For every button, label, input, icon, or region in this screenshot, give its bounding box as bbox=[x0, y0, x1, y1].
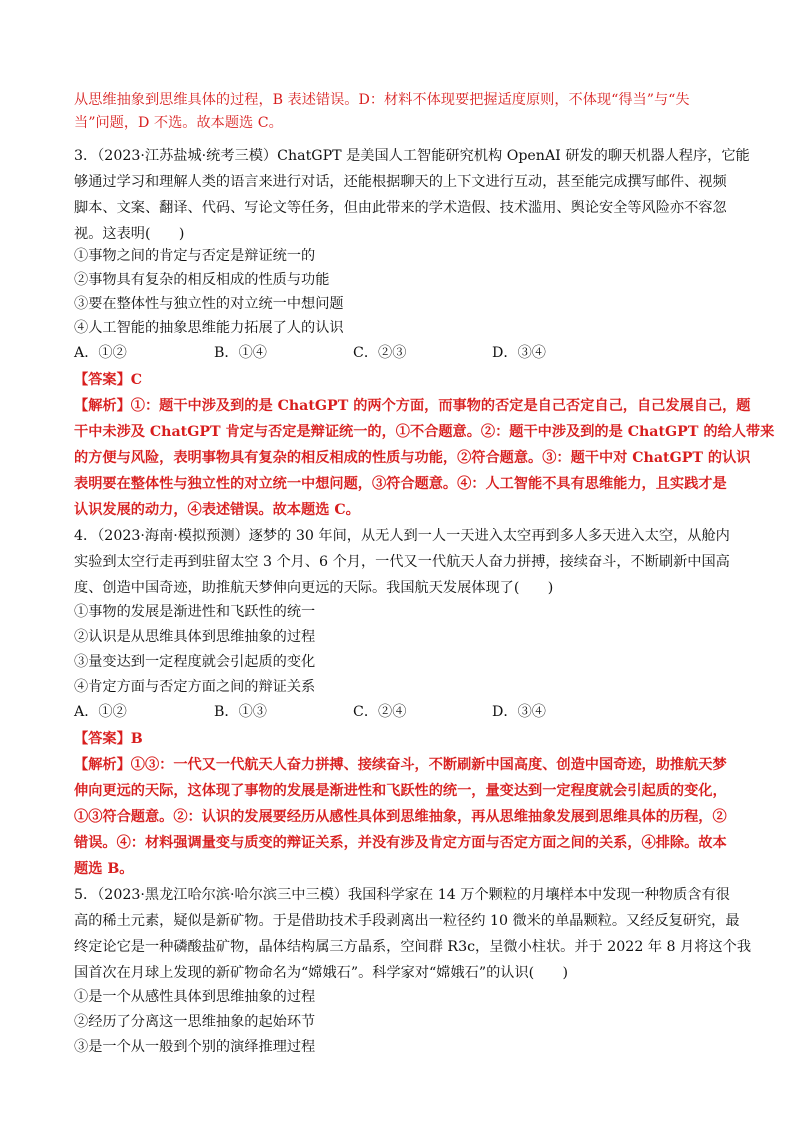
q4-option-b: B．①③ bbox=[214, 704, 267, 720]
q3-option-b: B．①④ bbox=[214, 345, 267, 361]
q3-stem-line: 够通过学习和理解人类的语言来进行对话，还能根据聊天的上下文进行互动，甚至能完成撰写邮件、视频 bbox=[74, 174, 727, 190]
q4-option-d: D．③④ bbox=[492, 704, 546, 720]
q4-item: ④肯定方面与否定方面之间的辩证关系 bbox=[74, 679, 316, 695]
q3-analysis-line: 【解析】①：题干中涉及到的是 ChatGPT 的两个方面，而事物的否定是自己否定自己，自己发展自己，题 bbox=[74, 398, 751, 414]
q3-analysis-line: 干中未涉及 ChatGPT 肯定与否定是辩证统一的，①不合题意。②：题干中涉及到的是 ChatGPT 的给人带来 bbox=[74, 424, 775, 440]
q5-item: ②经历了分离这一思维抽象的起始环节 bbox=[74, 1014, 316, 1030]
q3-item: ①事物之间的肯定与否定是辩证统一的 bbox=[74, 248, 316, 264]
intro-line: 当”问题，D 不选。故本题选 C。 bbox=[74, 115, 283, 131]
q3-option-c: C．②③ bbox=[353, 345, 407, 361]
q4-option-c: C．②④ bbox=[353, 704, 407, 720]
q4-analysis-line: ①③符合题意。②：认识的发展要经历从感性具体到思维抽象，再从思维抽象发展到思维具体的历程，② bbox=[74, 809, 727, 825]
q3-stem-line: 3．（2023·江苏盐城·统考三模）ChatGPT 是美国人工智能研究机构 OpenAI 研发的聊天机器人程序，它能 bbox=[74, 148, 750, 164]
q3-item: ②事物具有复杂的相反相成的性质与功能 bbox=[74, 272, 330, 288]
q4-stem-line: 度、创造中国奇迹，助推航天梦伸向更远的天际。我国航天发展体现了( ) bbox=[74, 580, 554, 596]
q3-item: ③要在整体性与独立性的对立统一中想问题 bbox=[74, 296, 344, 312]
q4-item: ②认识是从思维具体到思维抽象的过程 bbox=[74, 629, 316, 645]
q3-analysis-line: 认识发展的动力，④表述错误。故本题选 C。 bbox=[74, 502, 360, 518]
q4-stem-line: 4．（2023·海南·模拟预测）逐梦的 30 年间，从无人到一人一天进入太空再到多人多天进入太空，从舱内 bbox=[74, 528, 730, 544]
q3-stem-line: 视。这表明( ) bbox=[74, 226, 185, 242]
intro-line: 从思维抽象到思维具体的过程，B 表述错误。D：材料不体现要把握适度原则，不体现“得当”与“失 bbox=[74, 92, 690, 108]
q4-analysis-line: 【解析】①③：一代又一代航天人奋力拼搏、接续奋斗，不断刷新中国高度、创造中国奇迹，助推航天梦 bbox=[74, 757, 727, 773]
q3-analysis-line: 表明要在整体性与独立性的对立统一中想问题，③符合题意。④：人工智能不具有思维能力，且实践才是 bbox=[74, 476, 727, 492]
q3-item: ④人工智能的抽象思维能力拓展了人的认识 bbox=[74, 320, 344, 336]
q5-stem-line: 高的稀土元素，疑似是新矿物。于是借助技术手段剥离出一粒径约 10 微米的单晶颗粒。又经反复研究，最 bbox=[74, 913, 740, 929]
q5-item: ③是一个从一般到个别的演绎推理过程 bbox=[74, 1039, 316, 1055]
q4-option-a: A．①② bbox=[74, 704, 127, 720]
q5-stem-line: 国首次在月球上发现的新矿物命名为“嫦娥石”。科学家对“嫦娥石”的认识( ) bbox=[74, 965, 569, 981]
q4-analysis-line: 错误。④：材料强调量变与质变的辩证关系，并没有涉及肯定方面与否定方面之间的关系，④排除。故本 bbox=[74, 835, 727, 851]
q4-stem-line: 实验到太空行走再到驻留太空 3 个月、6 个月，一代又一代航天人奋力拼搏，接续奋斗，不断刷新中国高 bbox=[74, 554, 730, 570]
q3-option-d: D．③④ bbox=[492, 345, 546, 361]
q4-answer: 【答案】B bbox=[74, 731, 143, 747]
q5-stem-line: 5．（2023·黑龙江哈尔滨·哈尔滨三中三模）我国科学家在 14 万个颗粒的月壤样本中发现一种物质含有很 bbox=[74, 887, 730, 903]
q4-item: ③量变达到一定程度就会引起质的变化 bbox=[74, 654, 316, 670]
q5-stem-line: 终定论它是一种磷酸盐矿物，晶体结构属三方晶系，空间群 R3c，呈微小柱状。并于 2022 年 8 月将这个我 bbox=[74, 939, 752, 955]
q3-stem-line: 脚本、文案、翻译、代码、写论文等任务，但由此带来的学术造假、技术滥用、舆论安全等风险亦不容忽 bbox=[74, 200, 727, 216]
q5-item: ①是一个从感性具体到思维抽象的过程 bbox=[74, 989, 316, 1005]
q4-analysis-line: 题选 B。 bbox=[74, 861, 134, 877]
q3-answer: 【答案】C bbox=[74, 372, 143, 388]
q3-analysis-line: 的方便与风险，表明事物具有复杂的相反相成的性质与功能，②符合题意。③：题干中对 ChatGPT 的认识 bbox=[74, 450, 751, 466]
q3-option-a: A．①② bbox=[74, 345, 127, 361]
q4-analysis-line: 伸向更远的天际，这体现了事物的发展是渐进性和飞跃性的统一，量变达到一定程度就会引起质的变化， bbox=[74, 783, 727, 799]
q4-item: ①事物的发展是渐进性和飞跃性的统一 bbox=[74, 604, 316, 620]
